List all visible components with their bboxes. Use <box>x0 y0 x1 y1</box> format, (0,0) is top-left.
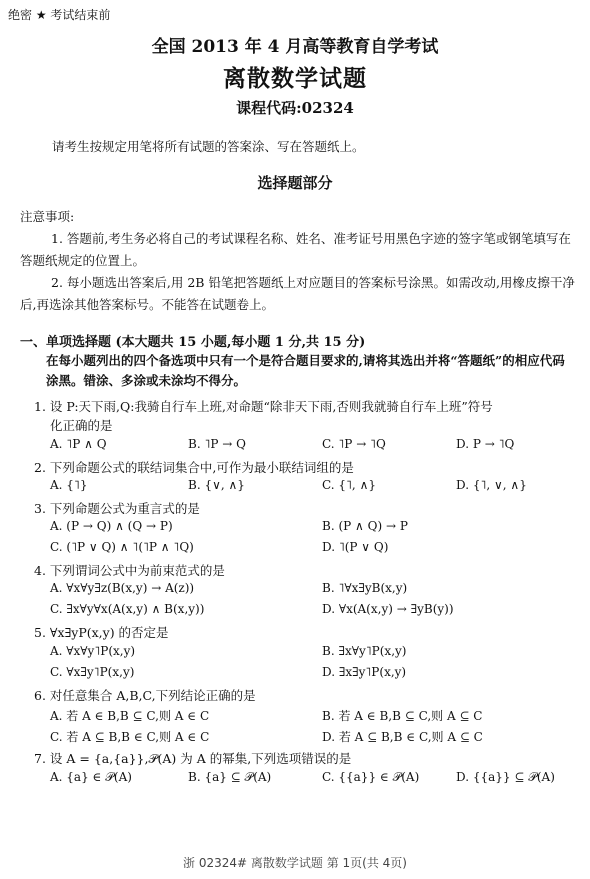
option-c: C. 若 A ⊆ B,B ∈ C,则 A ∈ C <box>50 730 210 744</box>
course-code: 课程代码:02324 <box>236 99 354 117</box>
option-c: C. {{a}} ∈ 𝒫(A) <box>322 770 420 784</box>
option-b: B. {∨, ∧} <box>188 478 245 492</box>
option-d: D. {˥, ∨, ∧} <box>456 478 527 492</box>
option-a: A. ∀x∀y˥P(x,y) <box>50 644 136 658</box>
option-d: D. P → ˥Q <box>456 437 515 451</box>
option-a: A. ∀x∀y∃z(B(x,y) → A(z)) <box>50 581 195 595</box>
note-item: 2. 每小题选出答案后,用 2B 铅笔把答题纸上对应题目的答案标号涂黑。如需改动,用橡皮擦干净后,再选涂其他答案标号。不能答在试题卷上。 <box>20 275 575 312</box>
secret-label: 绝密 ★ 考试结束前 <box>8 8 111 22</box>
part-title: 一、单项选择题 (本大题共 15 小题,每小题 1 分,共 15 分) <box>20 335 366 350</box>
option-c: C. ˥P → ˥Q <box>322 437 386 451</box>
option-c: C. ∃x∀y∀x(A(x,y) ∧ B(x,y)) <box>50 602 205 616</box>
option-d: D. {{a}} ⊆ 𝒫(A) <box>456 770 555 784</box>
question-stem: 2. 下列命题公式的联结词集合中,可作为最小联结词组的是 <box>34 460 354 475</box>
instruction-text: 请考生按规定用笔将所有试题的答案涂、写在答题纸上。 <box>52 139 365 154</box>
option-a: A. 若 A ∈ B,B ⊆ C,则 A ∈ C <box>50 709 210 723</box>
section-title: 选择题部分 <box>257 174 333 192</box>
option-d: D. ˥(P ∨ Q) <box>322 540 389 554</box>
option-b: B. {a} ⊆ 𝒫(A) <box>188 770 272 784</box>
question-stem: 1. 设 P:天下雨,Q:我骑自行车上班,对命题“除非天下雨,否则我就骑自行车上班”符号 <box>34 399 493 414</box>
note-item: 1. 答题前,考生务必将自己的考试课程名称、姓名、准考证号用黑色字迹的签字笔或钢笔填写在答题纸规定的位置上。 <box>20 231 571 268</box>
exam-title: 全国 2013 年 4 月高等教育自学考试 <box>151 37 439 57</box>
option-b: B. 若 A ∈ B,B ⊆ C,则 A ⊆ C <box>322 709 483 723</box>
option-b: B. ˥∀x∃yB(x,y) <box>322 581 408 595</box>
question-stem-cont: 化正确的是 <box>50 418 113 433</box>
option-b: B. (P ∧ Q) → P <box>322 519 408 533</box>
question-stem: 3. 下列命题公式为重言式的是 <box>34 501 200 516</box>
option-a: A. (P → Q) ∧ (Q → P) <box>50 519 173 533</box>
page-footer: 浙 02324# 离散数学试题 第 1页(共 4页) <box>183 856 407 870</box>
option-b: B. ∃x∀y˥P(x,y) <box>322 644 407 658</box>
question-stem: 4. 下列谓词公式中为前束范式的是 <box>34 563 225 578</box>
option-a: A. ˥P ∧ Q <box>50 437 107 451</box>
part-description: 在每小题列出的四个备选项中只有一个是符合题目要求的,请将其选出并将“答题纸”的相应代码涂黑。错涂、多涂或未涂均不得分。 <box>46 353 565 388</box>
option-d: D. ∀x(A(x,y) → ∃yB(y)) <box>322 602 454 616</box>
option-a: A. {a} ∈ 𝒫(A) <box>50 770 132 784</box>
option-d: D. 若 A ⊆ B,B ∈ C,则 A ⊆ C <box>322 730 483 744</box>
option-c: C. ∀x∃y˥P(x,y) <box>50 665 135 679</box>
question-stem: 7. 设 A = {a,{a}},𝒫(A) 为 A 的幂集,下列选项错误的是 <box>34 751 352 766</box>
option-a: A. {˥} <box>50 478 88 492</box>
option-d: D. ∃x∃y˥P(x,y) <box>322 665 407 679</box>
option-c: C. {˥, ∧} <box>322 478 376 492</box>
option-b: B. ˥P → Q <box>188 437 246 451</box>
notes-heading: 注意事项: <box>20 209 75 224</box>
option-c: C. (˥P ∨ Q) ∧ ˥(˥P ∧ ˥Q) <box>50 540 194 554</box>
question-stem: 5. ∀x∃yP(x,y) 的否定是 <box>34 625 169 640</box>
question-stem: 6. 对任意集合 A,B,C,下列结论正确的是 <box>34 688 256 703</box>
subject-title: 离散数学试题 <box>223 65 367 92</box>
